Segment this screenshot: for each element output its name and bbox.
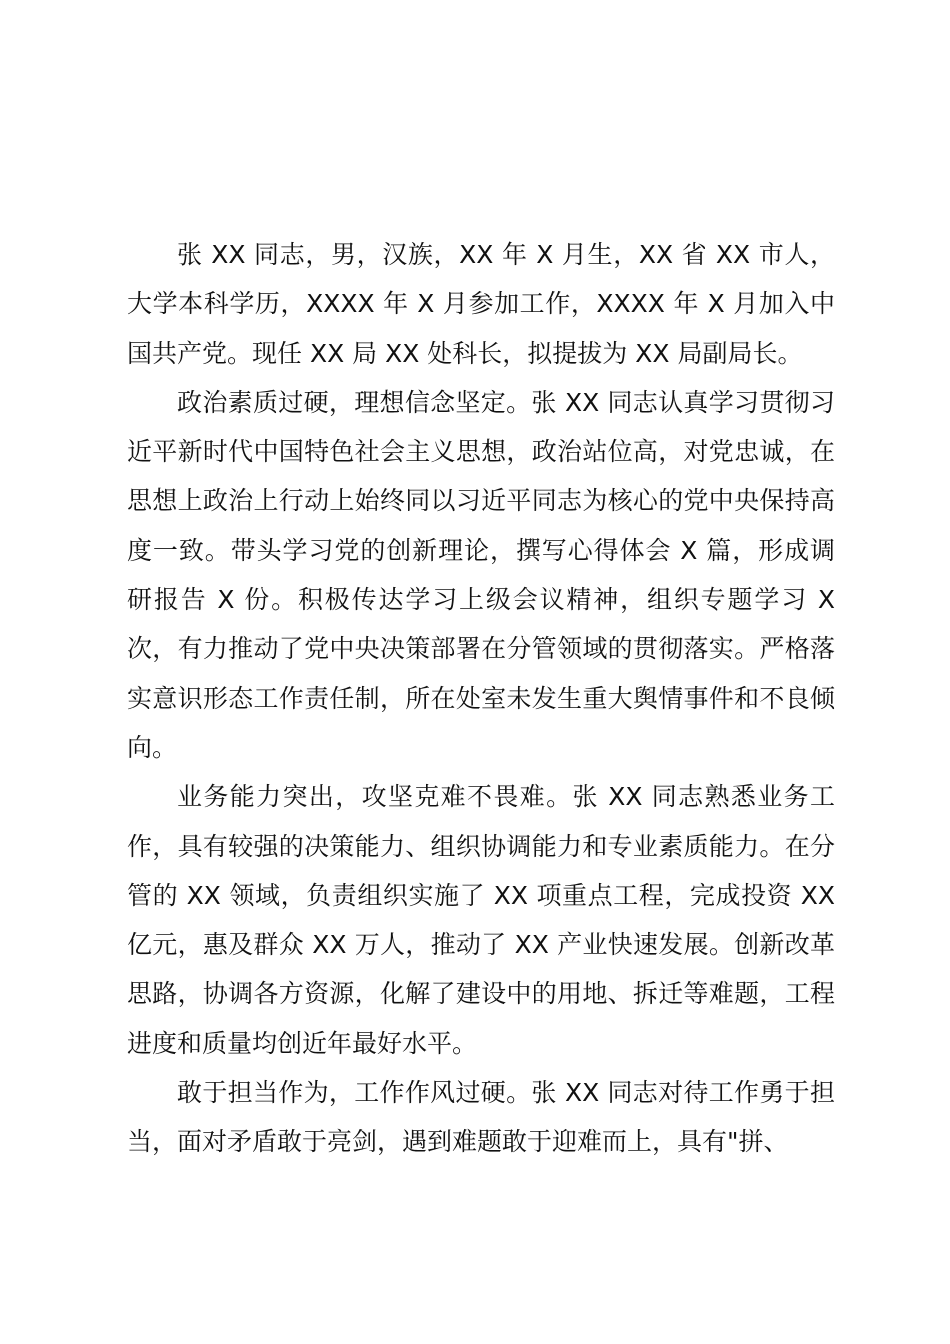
paragraph-political-quality: 政治素质过硬，理想信念坚定。张 XX 同志认真学习贯彻习近平新时代中国特色社会主义思想，政治站位高，对党忠诚，在思想上政治上行动上始终同以习近平同志为核心的党中央保持高度一致。带头学习党的创新理论，撰写心得体会 X 篇，形成调研报告 X 份。积极传达学习上级会议精神，组织专题学习 X 次，有力推动了党中央决策部署在分管领域的贯彻落实。严格落实意识形态工作责任制，所在处室未发生重大舆情事件和不良倾向。 [127,387,835,762]
paragraph-profile: 张 XX 同志，男，汉族，XX 年 X 月生，XX 省 XX 市人，大学本科学历，XXXX 年 X 月参加工作，XXXX 年 X 月加入中国共产党。现任 XX 局 XX 处科长，拟提拔为 XX 局副局长。 [127,240,835,368]
document-body [127,230,835,1167]
paragraph-responsibility: 敢于担当作为，工作作风过硬。张 XX 同志对待工作勇于担当，面对矛盾敢于亮剑，遇到难题敢于迎难而上，具有"拼、 [127,1078,835,1157]
paragraph-professional-ability: 业务能力突出，攻坚克难不畏难。张 XX 同志熟悉业务工作，具有较强的决策能力、组织协调能力和专业素质能力。在分管的 XX 领域，负责组织实施了 XX 项重点工程，完成投资 XX 亿元，惠及群众 XX 万人，推动了 XX 产业快速发展。创新改革思路，协调各方资源，化解了建设中的用地、拆迁等难题，工程进度和质量均创近年最好水平。 [127,782,835,1058]
